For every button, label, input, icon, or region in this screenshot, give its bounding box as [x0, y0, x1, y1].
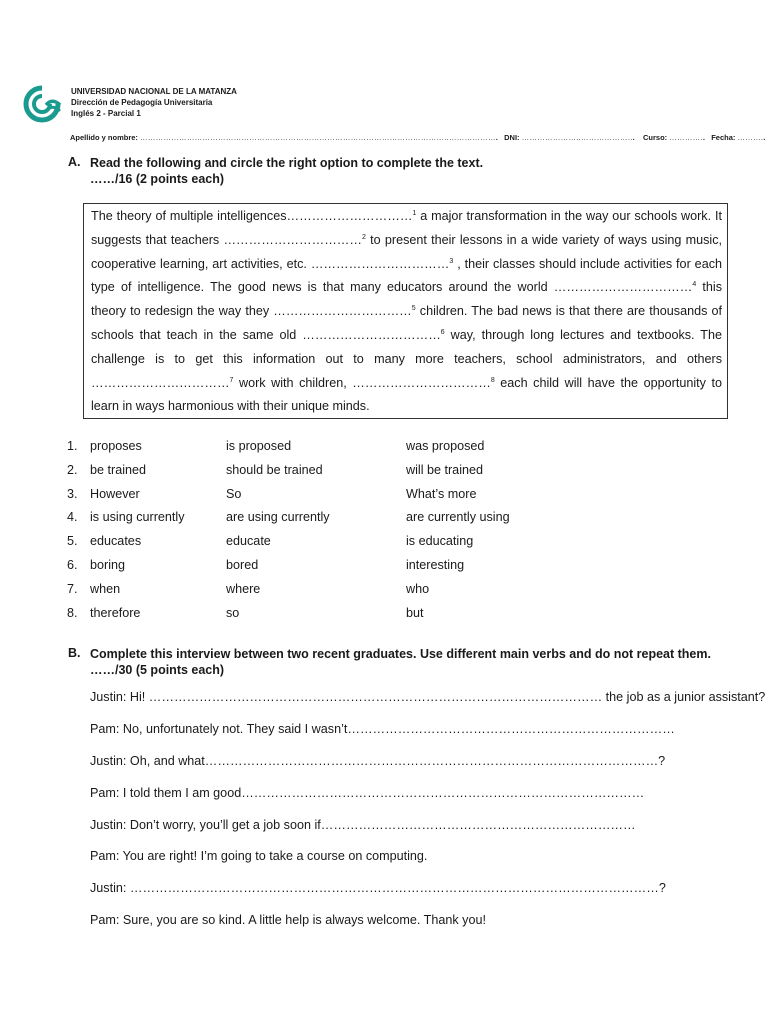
- section-a-letter: A.: [68, 155, 81, 169]
- option-number: 4.: [67, 510, 78, 525]
- option-c[interactable]: interesting: [406, 557, 465, 572]
- curso-field-label: Curso:: [643, 133, 668, 142]
- gap-number-7: 7: [229, 376, 234, 384]
- gap-number-6: 6: [440, 328, 445, 336]
- option-b[interactable]: is proposed: [226, 439, 292, 453]
- section-a-heading: [90, 155, 483, 187]
- fecha-field-label: Fecha:: [711, 133, 736, 142]
- passage-box: [83, 203, 728, 419]
- dni-field-label: DNI:: [504, 133, 520, 142]
- option-a[interactable]: therefore: [90, 605, 141, 620]
- gap-number-4: 4: [692, 281, 697, 289]
- dialogue-line[interactable]: Pam: I told them I am good……………………………………………………………………………………: [90, 785, 645, 800]
- passage-segment-4: , their classes should include activities for each type of intelligence. The good news is that many educators around the world ……………………………: [91, 256, 722, 295]
- option-b[interactable]: should be trained: [226, 462, 323, 477]
- dialogue-line: Pam: You are right! I’m going to take a course on computing.: [90, 849, 428, 864]
- passage-segment-1: The theory of multiple intelligences…………………………: [91, 209, 413, 223]
- gap-number-3: 3: [449, 257, 454, 265]
- option-c[interactable]: are currently using: [406, 510, 510, 525]
- passage-segment-9: each child will have the opportunity to learn in ways harmonious with their unique minds.: [91, 375, 722, 414]
- option-a[interactable]: be trained: [90, 462, 147, 477]
- option-a[interactable]: proposes: [90, 439, 142, 453]
- university-logo: [22, 84, 62, 124]
- option-b[interactable]: educate: [226, 534, 271, 549]
- name-field-label: Apellido y nombre:: [70, 133, 138, 142]
- dialogue-line[interactable]: Justin: Don’t worry, you’ll get a job soon if…………………………………………………………………: [90, 817, 636, 832]
- section-b-letter: B.: [68, 646, 81, 660]
- section-b-score: ……/30 (5 points each): [90, 663, 225, 677]
- passage-segment-6: children. The bad news is that there are thousands of schools that teach in the same old ……………………………: [91, 304, 723, 342]
- university-name: UNIVERSIDAD NACIONAL DE LA MATANZA: [71, 87, 237, 96]
- option-c[interactable]: who: [406, 581, 430, 596]
- name-field-blank: ………………………………………………………………………………………………………..………………: [140, 133, 496, 142]
- option-number: 3.: [67, 486, 78, 501]
- option-c[interactable]: but: [406, 605, 424, 620]
- option-number: 6.: [67, 557, 78, 572]
- passage-segment-2: a major transformation in the way our schools work. It suggests that teachers ……………………………: [91, 209, 722, 247]
- interview-dialogue: [90, 688, 765, 943]
- option-c[interactable]: will be trained: [406, 462, 484, 477]
- department-name: Dirección de Pedagogía Universitaria: [71, 98, 213, 107]
- gap-number-1: 1: [412, 210, 417, 217]
- curso-field-blank: ………….: [669, 133, 703, 142]
- option-a[interactable]: boring: [90, 557, 126, 572]
- option-a[interactable]: However: [90, 486, 140, 501]
- dialogue-line: Pam: Sure, you are so kind. A little help is always welcome. Thank you!: [90, 913, 486, 928]
- option-a[interactable]: is using currently: [90, 510, 185, 525]
- option-b[interactable]: so: [226, 605, 240, 620]
- dialogue-line[interactable]: Justin: Hi! ……………………………………………………………………………………………… the job as a junior assistant?: [90, 690, 766, 704]
- option-number: 1.: [67, 439, 78, 453]
- option-number: 2.: [67, 462, 78, 477]
- option-c[interactable]: was proposed: [406, 439, 485, 453]
- option-a[interactable]: educates: [90, 534, 142, 549]
- fecha-field-blank: ……….: [737, 133, 764, 142]
- option-number: 5.: [67, 534, 78, 549]
- option-c[interactable]: What’s more: [406, 486, 477, 501]
- passage-segment-3: to present their lessons in a wide variety of ways using music, cooperative learning, art activities, etc. ……………………………: [91, 232, 722, 271]
- passage-segment-7: way, through long lectures and textbooks. The challenge is to get this information out to many more teachers, school administrators, and others ……………………………: [91, 327, 722, 390]
- dialogue-line[interactable]: Justin: Oh, and what………………………………………………………………………………………………?: [90, 753, 666, 768]
- option-number: 8.: [67, 605, 78, 620]
- gap-number-2: 2: [361, 233, 366, 241]
- passage-segment-5: this theory to redesign the way they ……………………………: [91, 280, 722, 319]
- option-c[interactable]: is educating: [406, 534, 474, 549]
- passage-text: [91, 205, 722, 419]
- section-a-instruction: Read the following and circle the right option to complete the text.: [90, 156, 484, 170]
- dni-field-blank: …………………..………………..: [521, 133, 633, 142]
- option-b[interactable]: where: [226, 581, 261, 596]
- section-b-instruction: Complete this interview between two recent graduates. Use different main verbs and do not repeat them.: [90, 647, 711, 661]
- option-b[interactable]: So: [226, 486, 242, 501]
- course-name: Inglés 2 - Parcial 1: [71, 109, 141, 118]
- gap-number-8: 8: [490, 376, 495, 384]
- option-a[interactable]: when: [90, 581, 121, 596]
- passage-segment-8: work with children, ……………………………: [233, 375, 491, 390]
- dialogue-line[interactable]: Pam: No, unfortunately not. They said I wasn’t……………………………………………………………………: [90, 721, 675, 736]
- student-fields: Apellido y nombre: ………………………………………………………………………………………………………..………………. DNI: …………………..………………... Curso: ………….. Fecha: ………..: [70, 133, 766, 142]
- option-b[interactable]: bored: [226, 557, 259, 572]
- section-a-score: ……/16 (2 points each): [90, 172, 225, 186]
- option-number: 7.: [67, 581, 78, 596]
- header-block: [71, 86, 237, 119]
- dialogue-line[interactable]: Justin: ………………………………………………………………………………………………………………?: [90, 881, 666, 896]
- option-b[interactable]: are using currently: [226, 510, 330, 525]
- gap-number-5: 5: [411, 305, 416, 313]
- section-b-heading: [90, 646, 722, 678]
